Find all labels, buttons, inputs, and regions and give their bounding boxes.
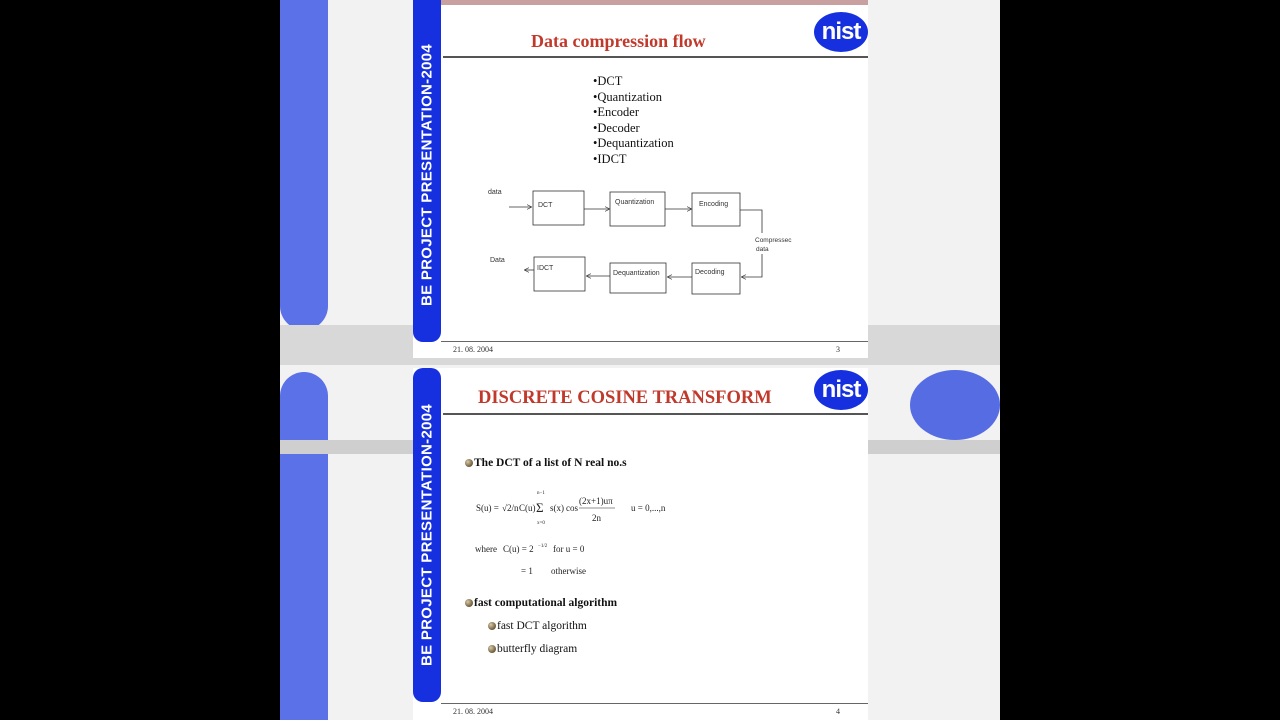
formula-cos: cos xyxy=(566,503,578,513)
slide-title: DISCRETE COSINE TRANSFORM xyxy=(478,388,772,408)
bullet-ball-icon xyxy=(488,622,496,630)
encoding-block xyxy=(692,193,740,226)
formula-c-exp: −1/2 xyxy=(538,544,548,549)
formula-sqrt: √2/n xyxy=(502,503,519,513)
bullet-list xyxy=(593,74,674,168)
compression-flow-diagram xyxy=(483,180,803,300)
logo-text: nist xyxy=(821,18,861,45)
list-item: •IDCT xyxy=(593,151,627,166)
formula-sum-bottom: x=0 xyxy=(537,521,545,526)
dct-formula xyxy=(473,488,713,588)
list-item: •Encoder xyxy=(593,105,640,120)
idct-block xyxy=(534,257,585,291)
list-item: •Decoder xyxy=(593,120,640,135)
block-label: DCT xyxy=(538,202,553,209)
sub-bullet-text: butterfly diagram xyxy=(497,643,578,655)
page-number: 3 xyxy=(836,345,840,354)
formula-denominator: 2n xyxy=(592,513,601,523)
nist-logo xyxy=(814,12,868,52)
list-item: •Quantization xyxy=(593,89,662,104)
page-number: 4 xyxy=(836,707,840,716)
slide-title: Data compression flow xyxy=(531,31,706,51)
formula-lhs: S(u) = xyxy=(476,503,499,513)
block-label: Decoding xyxy=(695,269,725,276)
formula-eq1: = 1 xyxy=(521,566,533,576)
dequantization-block xyxy=(610,263,666,293)
bullet-text: The DCT of a list of N real no.s xyxy=(474,457,627,469)
bullet-item xyxy=(465,457,627,469)
formula-sum-top: n−1 xyxy=(537,491,545,496)
formula-cond2: otherwise xyxy=(551,566,586,576)
formula-sx: s(x) xyxy=(550,503,564,513)
bullet-text: fast computational algorithm xyxy=(474,597,618,609)
input-label: data xyxy=(488,189,502,196)
sub-bullet-item xyxy=(488,643,577,655)
formula-numerator: (2x+1)uπ xyxy=(579,496,613,506)
formula-where: where xyxy=(475,544,497,554)
block-label: Dequantization xyxy=(613,270,660,277)
bullet-ball-icon xyxy=(488,645,496,653)
block-label: Quantization xyxy=(615,199,655,206)
slide-footer xyxy=(441,341,868,358)
background-blur-shape xyxy=(910,370,1000,440)
sub-bullet-item xyxy=(488,620,587,632)
background-blur-shape xyxy=(280,0,328,330)
bullet-item xyxy=(465,597,617,609)
sidebar-banner xyxy=(413,368,441,702)
title-divider xyxy=(443,56,868,58)
list-item: •Dequantization xyxy=(593,136,674,151)
flow-connector xyxy=(740,210,762,233)
block-label: Encoding xyxy=(699,201,729,208)
list-item: •DCT xyxy=(593,74,623,88)
top-rule xyxy=(441,0,868,5)
decoding-block xyxy=(692,263,740,294)
title-divider xyxy=(443,413,868,415)
slide-3 xyxy=(413,0,868,358)
formula-cu: C(u) xyxy=(519,503,536,513)
slide-footer xyxy=(441,703,868,720)
nist-logo xyxy=(814,370,868,410)
flow-arrow xyxy=(742,254,762,277)
compressed-label: Compressec xyxy=(755,237,792,244)
sidebar-text: BE PROJECT PRESENTATION-2004 xyxy=(418,43,436,307)
quantization-block xyxy=(610,192,665,226)
formula-c-def: C(u) = 2 xyxy=(503,544,534,554)
sidebar-banner xyxy=(413,0,441,342)
background-blur-shape xyxy=(280,372,328,720)
logo-text: nist xyxy=(821,376,861,403)
footer-date: 21. 08. 2004 xyxy=(453,345,493,354)
slide-4 xyxy=(413,368,868,720)
formula-sum: Σ xyxy=(536,500,544,515)
bullet-ball-icon xyxy=(465,599,473,607)
formula-range: u = 0,...,n xyxy=(631,503,666,513)
output-label: Data xyxy=(490,257,505,264)
formula-cond1: for u = 0 xyxy=(553,544,585,554)
block-label: IDCT xyxy=(537,265,554,272)
footer-date: 21. 08. 2004 xyxy=(453,707,493,716)
sub-bullet-text: fast DCT algorithm xyxy=(497,620,587,632)
sidebar-text: BE PROJECT PRESENTATION-2004 xyxy=(418,403,436,667)
compressed-label: data xyxy=(756,246,769,253)
bullet-ball-icon xyxy=(465,459,473,467)
